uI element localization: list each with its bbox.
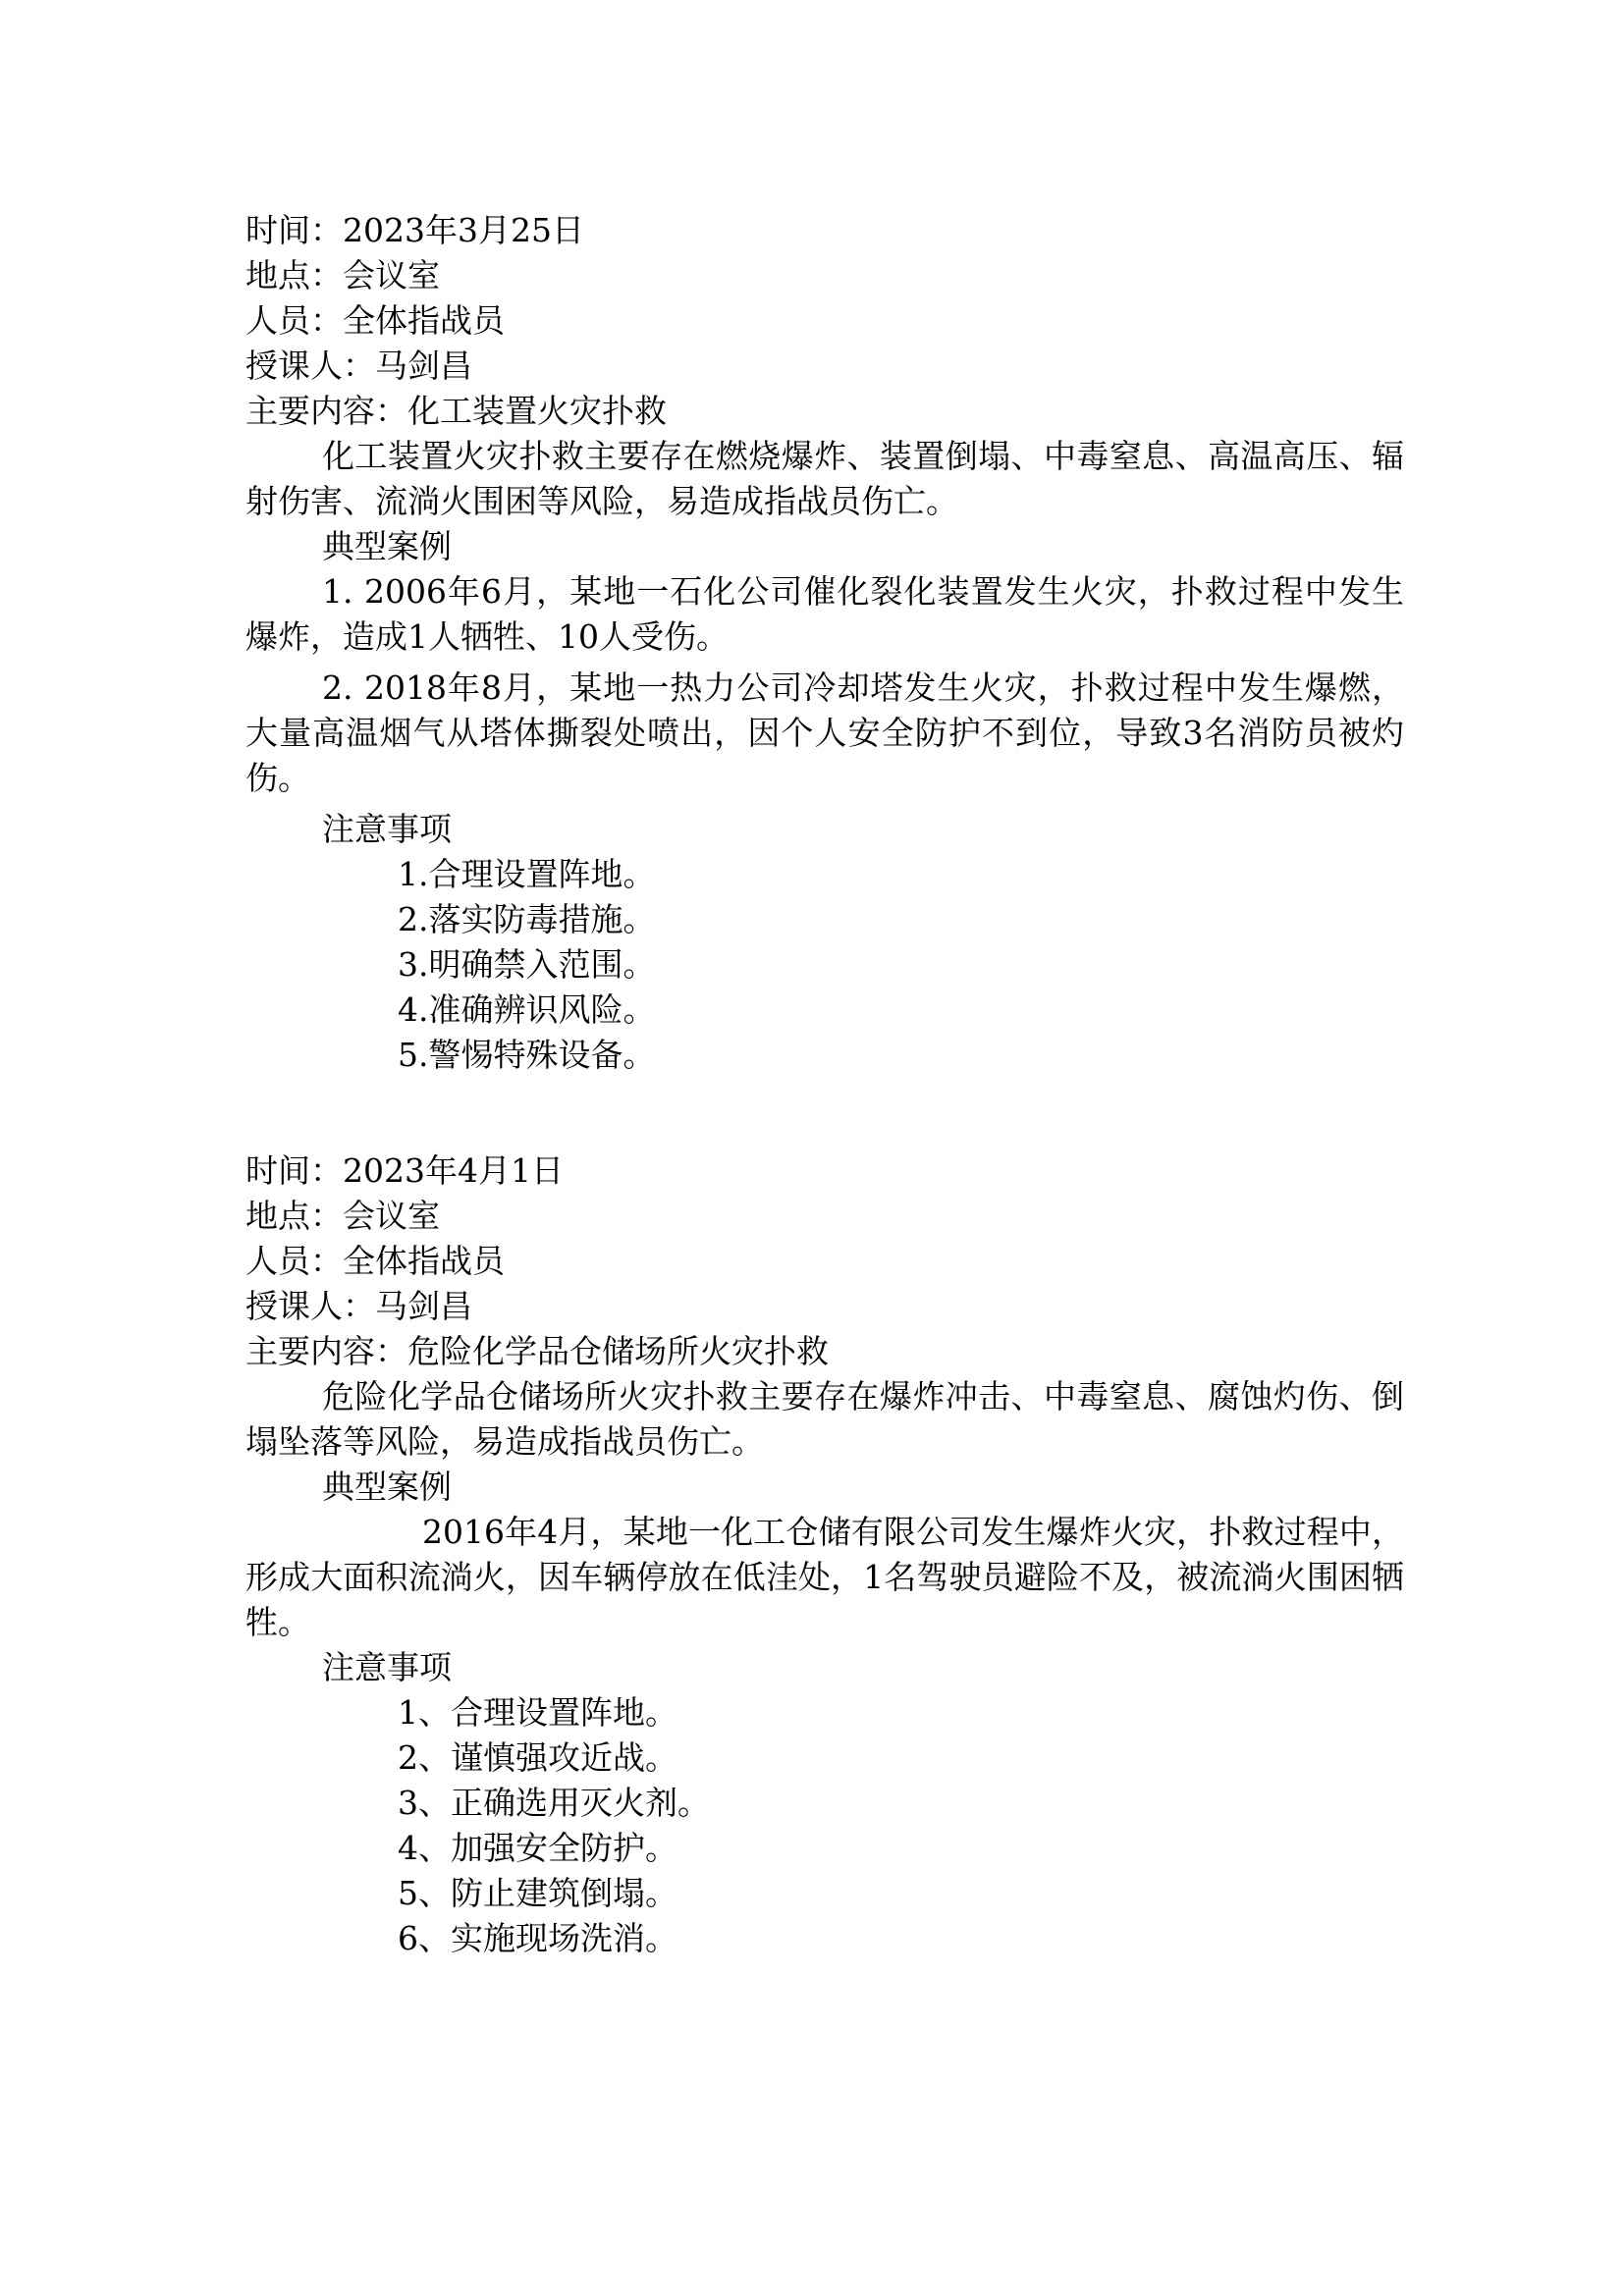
training-record-1	[245, 208, 1404, 1078]
note-item: 6、实施现场洗消。	[398, 1919, 677, 1957]
topic-line: 主要内容：危险化学品仓储场所火灾扑救	[245, 1332, 829, 1370]
note-item: 4.准确辨识风险。	[398, 990, 656, 1029]
notes-heading: 注意事项	[322, 1648, 452, 1686]
place-line: 地点：会议室	[245, 1197, 440, 1235]
lecturer-line: 授课人：马剑昌	[245, 1287, 472, 1325]
note-item: 5.警惕特殊设备。	[398, 1036, 656, 1074]
lecturer-line: 授课人：马剑昌	[245, 347, 472, 385]
case-item: 2016年4月，某地一化工仓储有限公司发生爆炸火灾，扑救过程中，形成大面积流淌火，因车辆停放在低洼处，1名驾驶员避险不及，被流淌火围困牺牲。	[245, 1513, 1404, 1641]
note-item: 1.合理设置阵地。	[398, 855, 656, 893]
attendees-line: 人员：全体指战员	[245, 301, 505, 340]
time-line: 时间：2023年3月25日	[245, 211, 584, 249]
summary-paragraph: 危险化学品仓储场所火灾扑救主要存在爆炸冲击、中毒窒息、腐蚀灼伤、倒塌坠落等风险，易造成指战员伤亡。	[245, 1377, 1404, 1461]
summary-paragraph: 化工装置火灾扑救主要存在燃烧爆炸、装置倒塌、中毒窒息、高温高压、辐射伤害、流淌火围困等风险，易造成指战员伤亡。	[245, 437, 1404, 520]
attendees-line: 人员：全体指战员	[245, 1242, 505, 1280]
note-item: 2.落实防毒措施。	[398, 900, 656, 938]
note-item: 5、防止建筑倒塌。	[398, 1874, 677, 1912]
note-item: 4、加强安全防护。	[398, 1829, 677, 1867]
note-item: 2、谨慎强攻近战。	[398, 1738, 677, 1777]
place-line: 地点：会议室	[245, 256, 440, 294]
cases-heading: 典型案例	[322, 527, 452, 565]
case-item: 1. 2006年6月，某地一石化公司催化裂化装置发生火灾，扑救过程中发生爆炸，造成1人牺牲、10人受伤。	[245, 572, 1404, 656]
cases-heading: 典型案例	[322, 1468, 452, 1506]
note-item: 3、正确选用灭火剂。	[398, 1784, 710, 1822]
time-line: 时间：2023年4月1日	[245, 1151, 564, 1190]
notes-heading: 注意事项	[322, 810, 452, 848]
note-item: 1、合理设置阵地。	[398, 1693, 677, 1732]
training-record-2	[245, 1148, 1404, 1961]
note-item: 3.明确禁入范围。	[398, 945, 656, 984]
case-item: 2. 2018年8月，某地一热力公司冷却塔发生火灾，扑救过程中发生爆燃，大量高温烟气从塔体撕裂处喷出，因个人安全防护不到位，导致3名消防员被灼伤。	[245, 668, 1404, 797]
topic-line: 主要内容：化工装置火灾扑救	[245, 392, 667, 430]
